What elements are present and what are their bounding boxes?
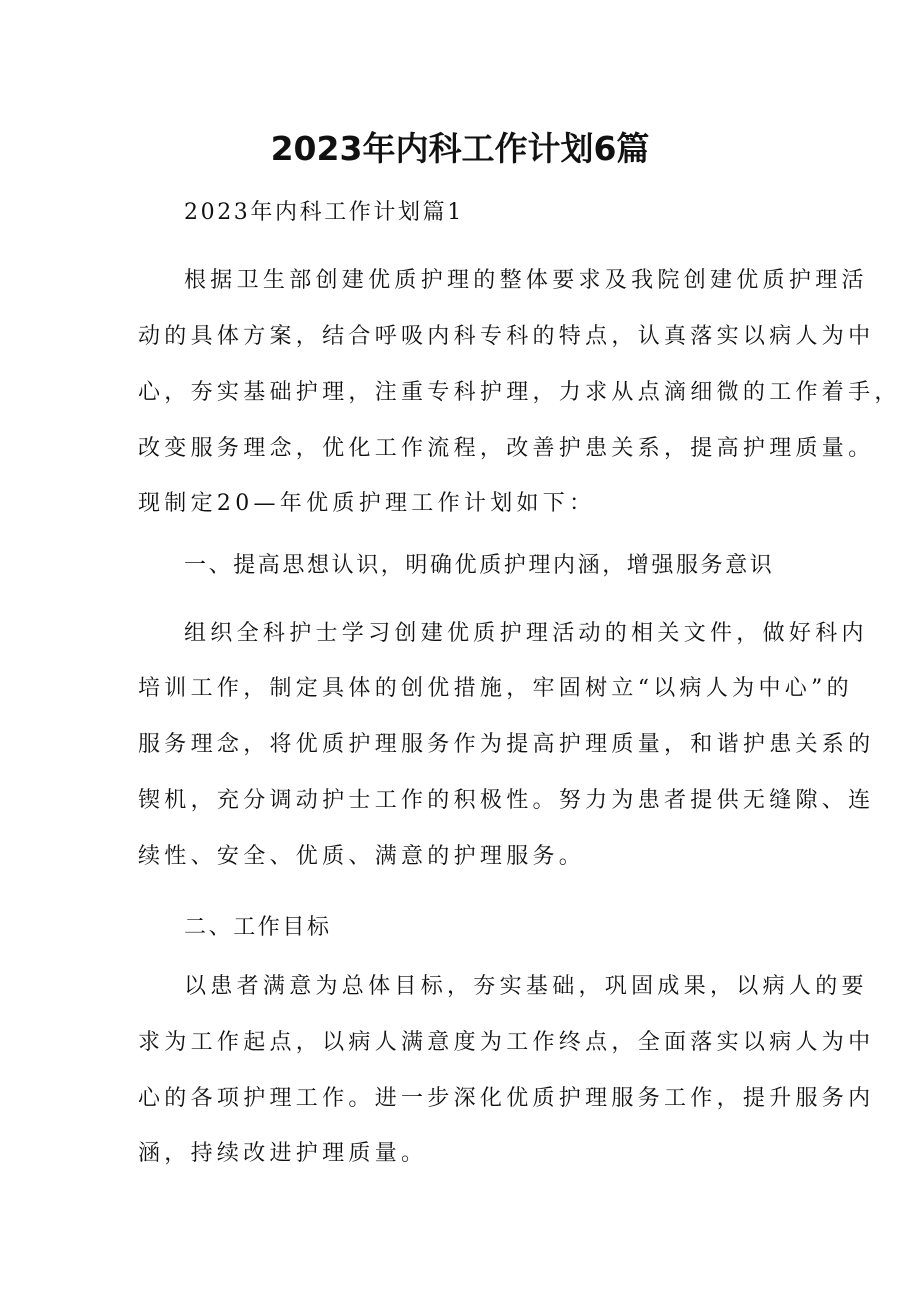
paragraph-line: 续性、安全、优质、满意的护理服务。 <box>138 844 586 869</box>
section-2-heading: 二、工作目标 <box>184 915 332 940</box>
paragraph-line: 动的具体方案，结合呼吸内科专科的特点，认真落实以病人为中 <box>138 324 875 349</box>
document-title: 2023年内科工作计划6篇 <box>270 129 650 168</box>
paragraph-line: 求为工作起点，以病人满意度为工作终点，全面落实以病人为中 <box>138 1030 875 1055</box>
paragraph-line: 根据卫生部创建优质护理的整体要求及我院创建优质护理活 <box>184 268 868 293</box>
paragraph-line: 组织全科护士学习创建优质护理活动的相关文件，做好科内 <box>184 621 868 646</box>
paragraph-line: 以患者满意为总体目标，夯实基础，巩固成果，以病人的要 <box>184 974 868 999</box>
paragraph-line: 改变服务理念，优化工作流程，改善护患关系，提高护理质量。 <box>138 436 875 461</box>
section-1-heading: 一、提高思想认识，明确优质护理内涵，增强服务意识 <box>184 553 775 578</box>
paragraph-line: 现制定20—年优质护理工作计划如下： <box>138 491 596 516</box>
paragraph-line: 心的各项护理工作。进一步深化优质护理服务工作，提升服务内 <box>138 1086 875 1111</box>
paragraph-line: 涵，持续改进护理质量。 <box>138 1141 428 1166</box>
paragraph-line: 培训工作，制定具体的创优措施，牢固树立“以病人为中心”的 <box>138 676 853 701</box>
paragraph-line: 锲机，充分调动护士工作的积极性。努力为患者提供无缝隙、连 <box>138 788 875 813</box>
paragraph-line: 心，夯实基础护理，注重专科护理，力求从点滴细微的工作着手， <box>138 380 901 405</box>
paragraph-line: 服务理念，将优质护理服务作为提高护理质量，和谐护患关系的 <box>138 732 875 757</box>
document-subtitle: 2023年内科工作计划篇1 <box>184 200 464 225</box>
